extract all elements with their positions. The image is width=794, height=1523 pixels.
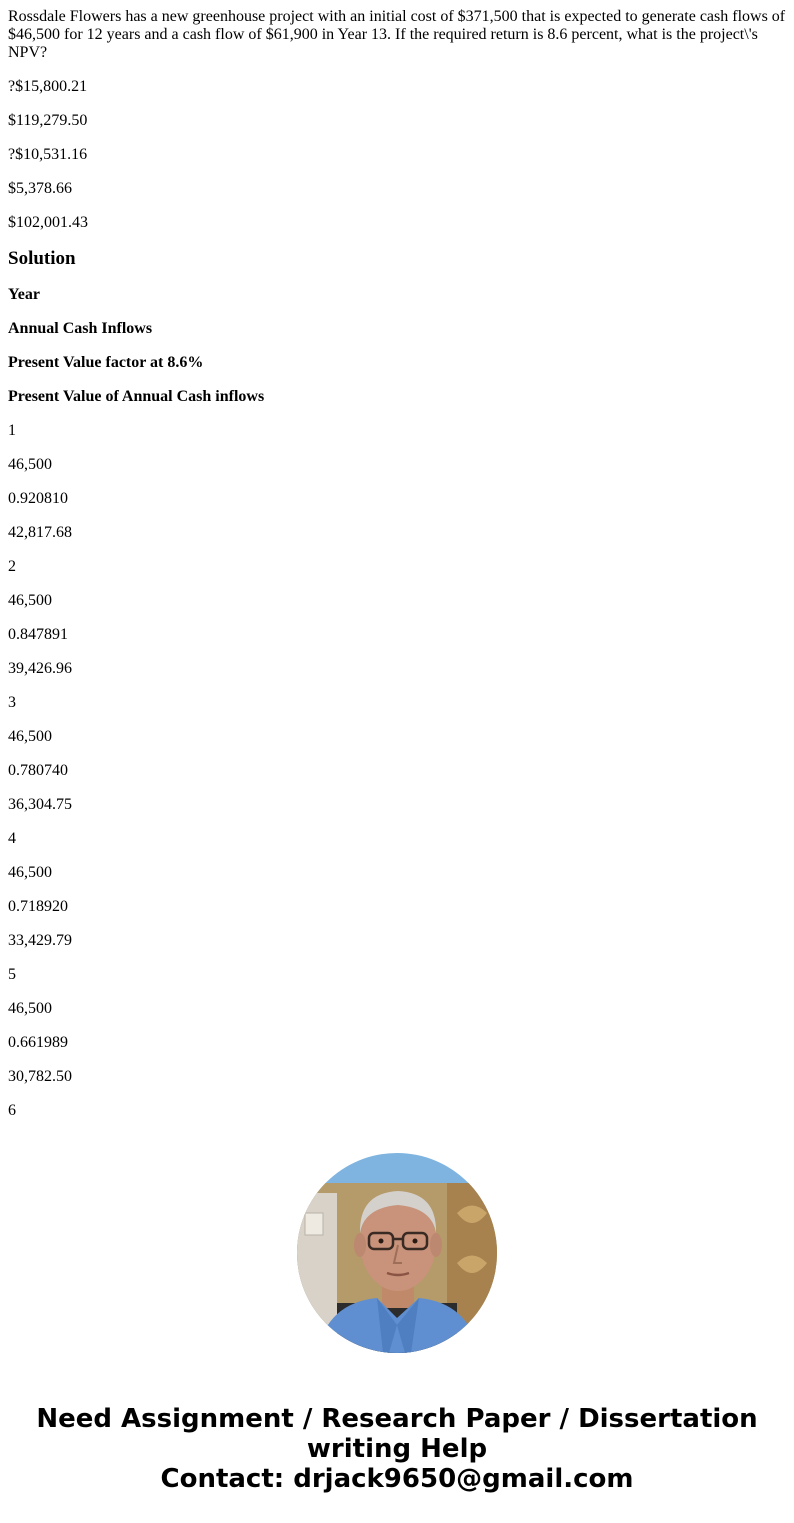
cell-present-value: 30,782.50 <box>8 1068 72 1085</box>
answer-option: $119,279.50 <box>8 112 88 129</box>
answer-option: ?$15,800.21 <box>8 78 88 95</box>
cell-year: 2 <box>8 558 16 575</box>
cell-year: 1 <box>8 422 16 439</box>
cell-present-value: 39,426.96 <box>8 660 72 677</box>
promo-contact: Contact: drjack9650@gmail.com <box>160 1464 634 1494</box>
cell-cash-inflow: 46,500 <box>8 864 52 881</box>
promo-line-2: writing Help <box>306 1434 488 1464</box>
cell-year: 4 <box>8 830 16 847</box>
answer-option: ?$10,531.16 <box>8 146 88 163</box>
table-row <box>8 830 786 950</box>
cell-present-value: 36,304.75 <box>8 796 72 813</box>
cell-present-value: 33,429.79 <box>8 932 72 949</box>
cell-present-value: 42,817.68 <box>8 524 72 541</box>
cell-pv-factor: 0.920810 <box>8 490 68 507</box>
table-row <box>8 422 786 542</box>
question-text: Rossdale Flowers has a new greenhouse project with an initial cost of $371,500 that is expected to generate cash flows of $46,500 for 12 years and a cash flow of $61,900 in Year 13. If the required return is 8.6 percent, what is the project\'s NPV? <box>8 8 786 61</box>
table-row <box>8 966 786 1086</box>
cell-year: 3 <box>8 694 16 711</box>
cell-pv-factor: 0.718920 <box>8 898 68 915</box>
promo-line-1: Need Assignment / Research Paper / Dissertation <box>36 1404 758 1434</box>
answer-options <box>8 78 786 232</box>
answer-option: $102,001.43 <box>8 214 88 231</box>
cell-pv-factor: 0.847891 <box>8 626 68 643</box>
solution-table-headers <box>8 286 786 406</box>
header-year: Year <box>8 286 40 303</box>
cell-cash-inflow: 46,500 <box>8 456 52 473</box>
table-row <box>8 694 786 814</box>
cell-pv-factor: 0.780740 <box>8 762 68 779</box>
header-pv-cash-inflows: Present Value of Annual Cash inflows <box>8 388 265 405</box>
cell-cash-inflow: 46,500 <box>8 1000 52 1017</box>
portrait-illustration <box>297 1153 497 1353</box>
solution-heading: Solution <box>8 248 76 269</box>
cell-year: 5 <box>8 966 16 983</box>
header-pv-factor: Present Value factor at 8.6% <box>8 354 204 371</box>
promo-banner <box>0 1404 794 1494</box>
solution-table-rows <box>8 422 786 1120</box>
cell-pv-factor: 0.661989 <box>8 1034 68 1051</box>
header-annual-cash-inflows: Annual Cash Inflows <box>8 320 153 337</box>
answer-option: $5,378.66 <box>8 180 72 197</box>
cell-cash-inflow: 46,500 <box>8 728 52 745</box>
table-row <box>8 558 786 678</box>
cell-year-partial: 6 <box>8 1102 16 1119</box>
cell-cash-inflow: 46,500 <box>8 592 52 609</box>
author-avatar <box>297 1153 497 1353</box>
